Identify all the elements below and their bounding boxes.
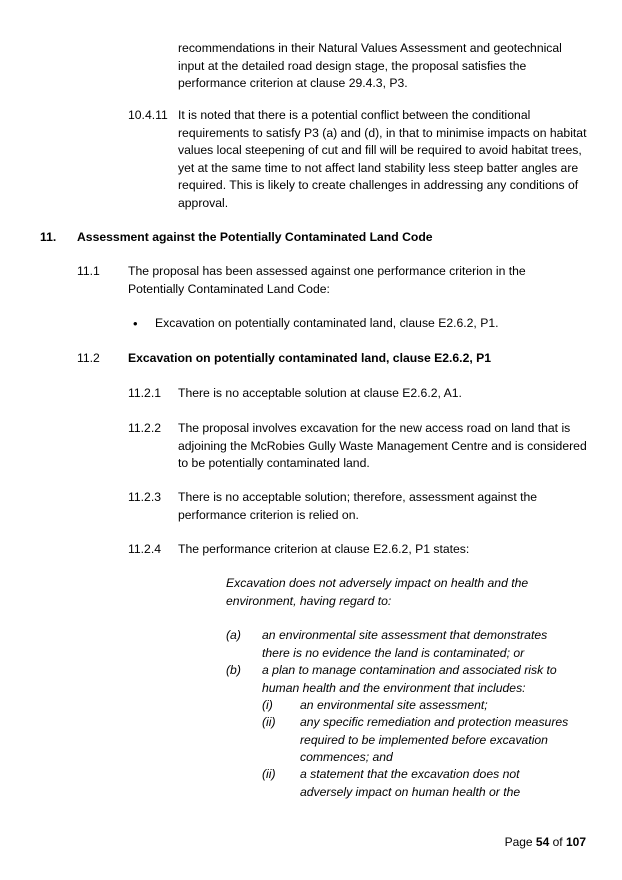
para-10-4-11-text: It is noted that there is a potential conflict between the conditional requirements to satisfy P3 (a) and (d), in that to minimise impacts on habitat values local steepening of cut and fill will be required to avoid habitat trees, yet at the same time to not affect land stability less steep batter angles are required. This is likely to create challenges in addressing any conditions of approval. <box>178 108 587 210</box>
para-number-11-2-1: 11.2.1 <box>128 386 161 400</box>
para-11-2-3-text: There is no acceptable solution; therefore, assessment against the performance criterion is relied on. <box>178 490 538 522</box>
para-number-11-2-4: 11.2.4 <box>128 542 161 556</box>
quote-subitem-text-i: an environmental site assessment; <box>300 698 488 712</box>
section-11-heading: Assessment against the Potentially Contaminated Land Code <box>77 230 433 244</box>
para-11-1-text: The proposal has been assessed against one performance criterion in the Potentially Contaminated Land Code: <box>128 264 526 296</box>
footer-of: of <box>549 835 566 849</box>
quote-subitem-text-iii: a statement that the excavation does not adversely impact on human health or the <box>300 767 521 799</box>
bullet-dot-icon: • <box>133 316 138 331</box>
para-11-2-4-text: The performance criterion at clause E2.6.2, P1 states: <box>178 542 470 556</box>
quote-item-text-b: a plan to manage contamination and associated risk to human health and the environment that includes: <box>262 663 557 695</box>
para-11-2-1-text: There is no acceptable solution at clause E2.6.2, A1. <box>178 386 462 400</box>
total-page-count: 107 <box>565 835 586 849</box>
quote-subitem-label-iii: (ii) <box>262 767 276 781</box>
para-11-2-heading: Excavation on potentially contaminated land, clause E2.6.2, P1 <box>128 351 492 365</box>
para-number-11-1: 11.1 <box>77 264 100 278</box>
para-11-1-bullet: Excavation on potentially contaminated land, clause E2.6.2, P1. <box>155 316 499 330</box>
quote-item-label-b: (b) <box>226 663 241 677</box>
para-number-10-4-11: 10.4.11 <box>128 108 168 122</box>
quote-subitem-label-ii: (ii) <box>262 715 276 729</box>
intro-continuation: recommendations in their Natural Values Assessment and geotechnical input at the detailed road design stage, the proposal satisfies the performance criterion at clause 29.4.3, P3. <box>178 41 562 90</box>
para-11-2-2-text: The proposal involves excavation for the new access road on land that is adjoining the McRobies Gully Waste Management Centre and is considered to be potentially contaminated land. <box>178 421 587 470</box>
para-number-11-2-3: 11.2.3 <box>128 490 161 504</box>
section-number-11: 11. <box>40 230 57 244</box>
quote-item-label-a: (a) <box>226 628 241 642</box>
para-number-11-2-2: 11.2.2 <box>128 421 161 435</box>
quote-lead: Excavation does not adversely impact on health and the environment, having regard to: <box>226 576 529 608</box>
footer-prefix: Page <box>504 835 536 849</box>
quote-item-text-a: an environmental site assessment that demonstrates there is no evidence the land is contaminated; or <box>262 628 548 660</box>
quote-subitem-label-i: (i) <box>262 698 273 712</box>
para-number-11-2: 11.2 <box>77 351 100 365</box>
page-footer <box>505 834 586 852</box>
current-page-number: 54 <box>535 835 550 849</box>
quote-subitem-text-ii: any specific remediation and protection measures required to be implemented before excavation commences; and <box>300 715 569 764</box>
